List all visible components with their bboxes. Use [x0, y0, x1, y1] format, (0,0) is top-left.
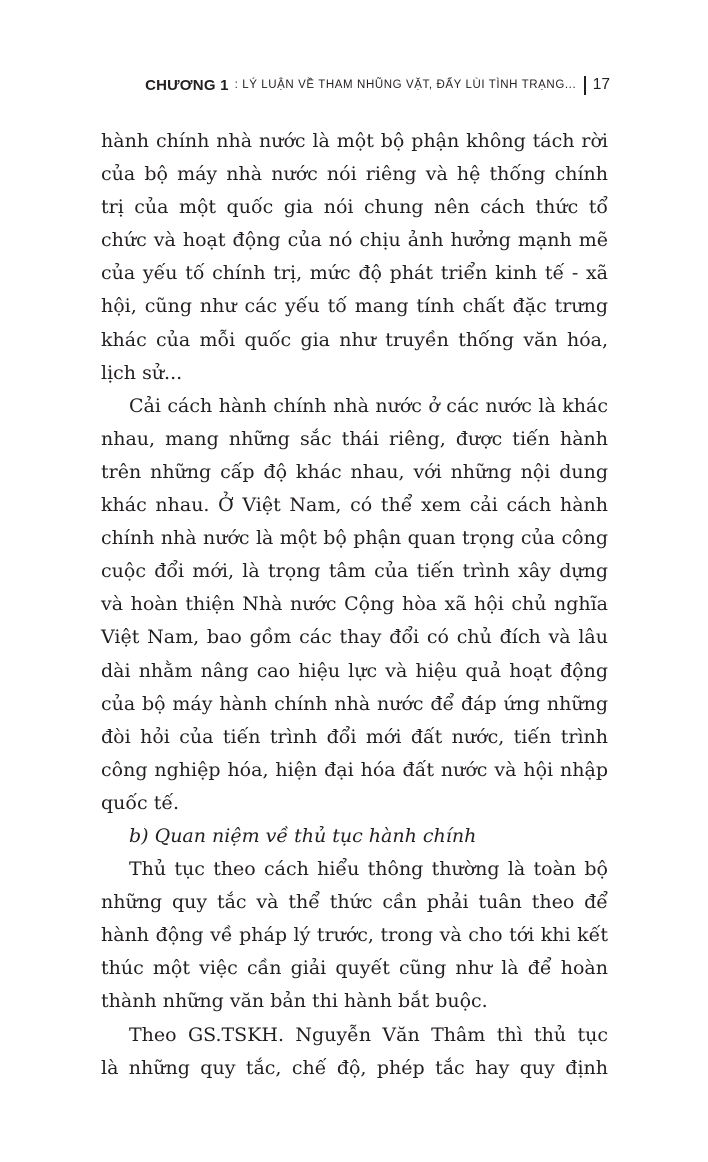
text-line: hành chính nhà nước là một bộ phận không tách rời: [101, 130, 608, 152]
section-heading: b) Quan niệm về thủ tục hành chính: [129, 824, 477, 847]
text-line: Thủ tục theo cách hiểu thông thường là toàn bộ: [129, 858, 608, 881]
text-line: cuộc đổi mới, là trọng tâm của tiến trình xây dựng: [101, 560, 608, 583]
text-line: khác của mỗi quốc gia như truyền thống văn hóa,: [101, 328, 608, 351]
text-line: quốc tế.: [101, 791, 180, 814]
text-line: hành động về pháp lý trước, trong và cho tới khi kết: [101, 924, 608, 947]
chapter-title: : LÝ LUẬN VỀ THAM NHŨNG VẶT, ĐẨY LÙI TÌNH TRẠNG...: [234, 79, 577, 91]
text-line: thúc một việc cần giải quyết cũng như là để hoàn: [101, 957, 608, 980]
text-line: của bộ máy hành chính nhà nước để đáp ứng những: [101, 692, 608, 715]
text-line: thành những văn bản thi hành bắt buộc.: [101, 990, 488, 1013]
text-line: trên những cấp độ khác nhau, với những nội dung: [101, 460, 608, 483]
running-header: [145, 73, 610, 97]
text-line: chính nhà nước là một bộ phận quan trọng của công: [101, 527, 608, 550]
page-number: 17: [592, 76, 610, 93]
text-line: của yếu tố chính trị, mức độ phát triển kinh tế - xã: [101, 262, 608, 285]
text-line: khác nhau. Ở Việt Nam, có thể xem cải cách hành: [101, 494, 608, 517]
text-line: Việt Nam, bao gồm các thay đổi có chủ đích và lâu: [101, 626, 608, 649]
text-line: lịch sử...: [101, 361, 183, 384]
text-line: và hoàn thiện Nhà nước Cộng hòa xã hội chủ nghĩa: [101, 593, 608, 616]
text-line: Theo GS.TSKH. Nguyễn Văn Thâm thì thủ tục: [129, 1023, 608, 1046]
text-line: của bộ máy nhà nước nói riêng và hệ thống chính: [101, 163, 608, 186]
body-text: [101, 125, 608, 1085]
text-line: công nghiệp hóa, hiện đại hóa đất nước và hội nhập: [101, 758, 608, 781]
text-line: những quy tắc và thể thức cần phải tuân theo để: [101, 891, 608, 914]
text-line: chức và hoạt động của nó chịu ảnh hưởng mạnh mẽ: [101, 229, 608, 252]
chapter-label: CHƯƠNG 1: [145, 76, 229, 94]
text-line: nhau, mang những sắc thái riêng, được tiến hành: [101, 427, 608, 450]
text-line: trị của một quốc gia nói chung nên cách thức tổ: [101, 196, 608, 219]
text-line: đòi hỏi của tiến trình đổi mới đất nước, tiến trình: [101, 725, 608, 748]
text-line: là những quy tắc, chế độ, phép tắc hay quy định: [101, 1056, 608, 1079]
text-line: hội, cũng như các yếu tố mang tính chất đặc trưng: [101, 295, 608, 318]
header-divider: [584, 76, 586, 95]
text-line: Cải cách hành chính nhà nước ở các nước là khác: [129, 394, 608, 417]
text-line: dài nhằm nâng cao hiệu lực và hiệu quả hoạt động: [101, 659, 608, 682]
